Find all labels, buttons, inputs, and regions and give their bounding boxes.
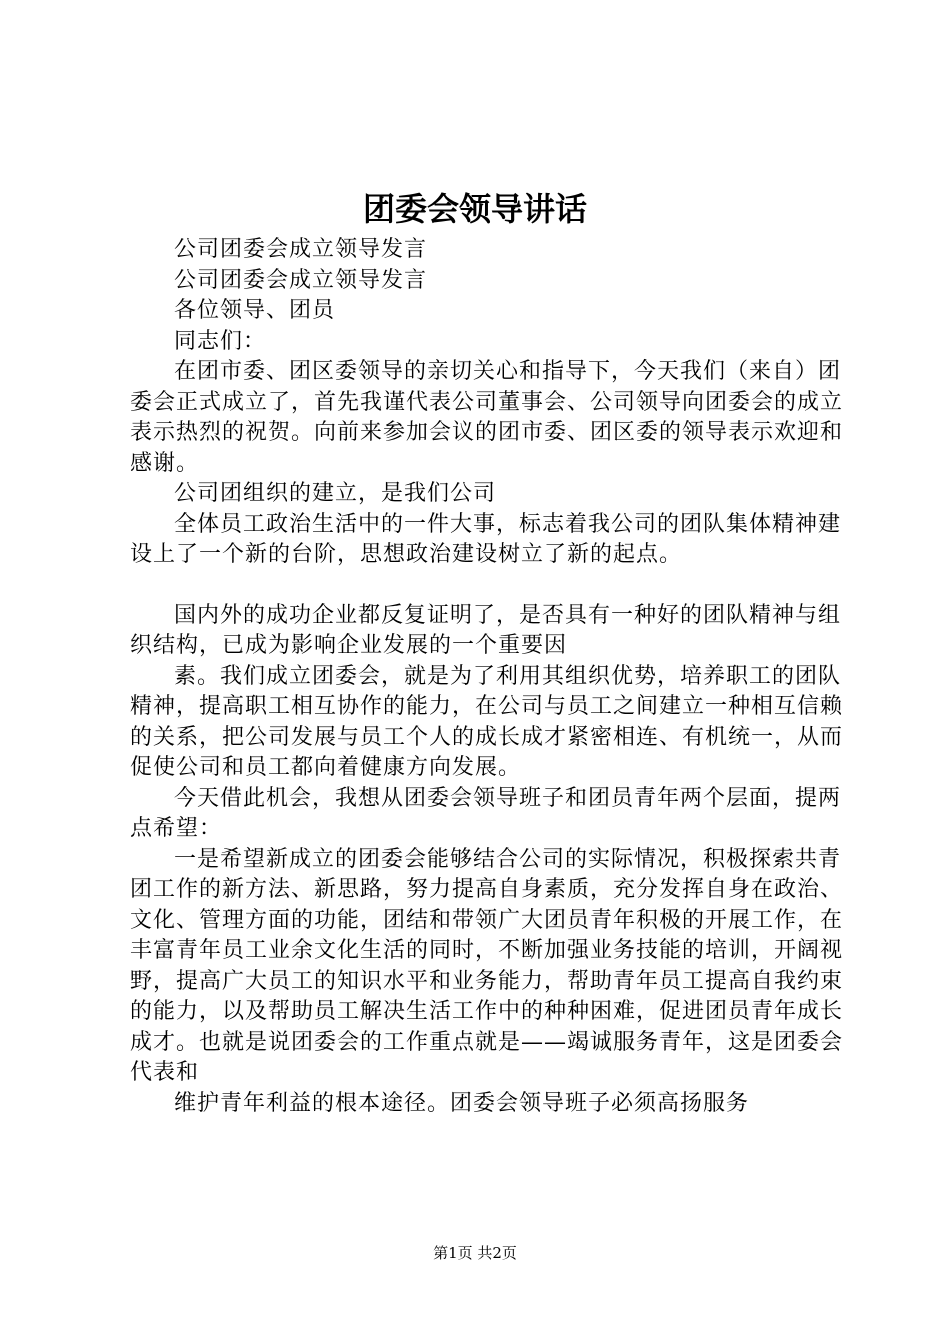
paragraph: 一是希望新成立的团委会能够结合公司的实际情况，积极探索共青团工作的新方法、新思路，努力提高自身素质，充分发挥自身在政治、文化、管理方面的功能，团结和带领广大团员青年积极的开展工作，在丰富青年员工业余文化生活的同时，不断加强业务技能的培训，开阔视野，提高广大员工的知识水平和业务能力，帮助青年员工提高自我约束的能力，以及帮助员工解决生活工作中的种种困难，促进团员青年成长成才。也就是说团委会的工作重点就是——竭诚服务青年，这是团委会代表和 xyxy=(130,846,844,1085)
paragraph: 全体员工政治生活中的一件大事，标志着我公司的团队集体精神建设上了一个新的台阶，思想政治建设树立了新的起点。 xyxy=(130,511,842,567)
page-footer: 第1页 共2页 xyxy=(433,1244,517,1262)
paragraph: 公司团委会成立领导发言 xyxy=(174,237,428,262)
paragraph: 国内外的成功企业都反复证明了，是否具有一种好的团队精神与组织结构，已成为影响企业发展的一个重要因 xyxy=(130,602,842,658)
paragraph: 在团市委、团区委领导的亲切关心和指导下，今天我们（来自）团委会正式成立了，首先我谨代表公司董事会、公司领导向团委会的成立表示热烈的祝贺。向前来参加会议的团市委、团区委的领导表示欢迎和感谢。 xyxy=(130,359,844,476)
document-title: 团委会领导讲话 xyxy=(362,190,587,228)
paragraph: 各位领导、团员 xyxy=(174,298,336,323)
paragraph: 公司团委会成立领导发言 xyxy=(174,267,428,293)
paragraph: 素。我们成立团委会，就是为了利用其组织优势，培养职工的团队精神，提高职工相互协作的能力，在公司与员工之间建立一种相互信赖的关系，把公司发展与员工个人的成长成才紧密相连、有机统一，从而促使公司和员工都向着健康方向发展。 xyxy=(130,663,844,780)
paragraph: 公司团组织的建立，是我们公司 xyxy=(174,481,497,506)
paragraph: 今天借此机会，我想从团委会领导班子和团员青年两个层面，提两点希望： xyxy=(130,785,842,841)
paragraph: 同志们： xyxy=(174,328,267,354)
document-body xyxy=(130,235,850,1119)
paragraph: 维护青年利益的根本途径。团委会领导班子必须高扬服务 xyxy=(174,1090,750,1116)
